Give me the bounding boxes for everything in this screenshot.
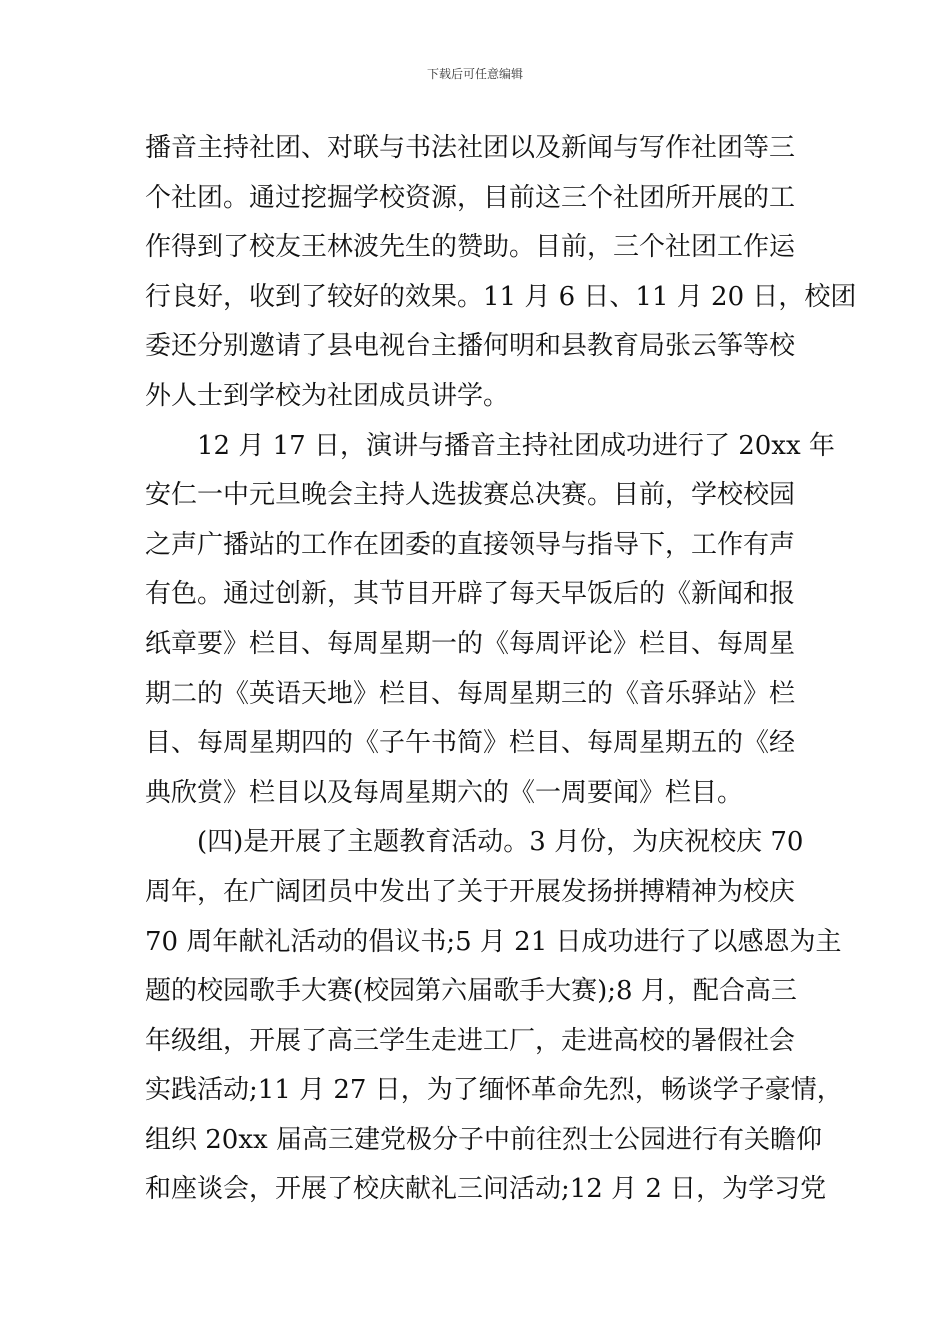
paragraph-start-line: (四)是开展了主题教育活动。3 月份，为庆祝校庆 70 bbox=[197, 827, 804, 858]
text-line: 题的校园歌手大赛(校园第六届歌手大赛);8 月，配合高三 bbox=[145, 976, 797, 1007]
text-line: 委还分别邀请了县电视台主播何明和县教育局张云筝等校 bbox=[145, 331, 796, 362]
text-line: 70 周年献礼活动的倡议书;5 月 21 日成功进行了以感恩为主 bbox=[145, 926, 842, 957]
text-line: 周年，在广阔团员中发出了关于开展发扬拼搏精神为校庆 bbox=[145, 876, 796, 907]
text-line: 年级组，开展了高三学生走进工厂，走进高校的暑假社会 bbox=[145, 1025, 796, 1056]
text-line: 期二的《英语天地》栏目、每周星期三的《音乐驿站》栏 bbox=[145, 678, 796, 709]
text-line: 实践活动;11 月 27 日，为了缅怀革命先烈，畅谈学子豪情， bbox=[145, 1075, 843, 1106]
text-line: 外人士到学校为社团成员讲学。 bbox=[145, 380, 510, 411]
text-line: 和座谈会，开展了校庆献礼三问活动;12 月 2 日，为学习党 bbox=[145, 1174, 827, 1205]
text-line: 作得到了校友王林波先生的赞助。目前，三个社团工作运 bbox=[145, 232, 796, 263]
text-line: 目、每周星期四的《子午书简》栏目、每周星期五的《经 bbox=[145, 728, 796, 759]
text-line: 有色。通过创新，其节目开辟了每天早饭后的《新闻和报 bbox=[145, 579, 796, 610]
text-line: 安仁一中元旦晚会主持人选拔赛总决赛。目前，学校校园 bbox=[145, 480, 796, 511]
text-line: 行良好，收到了较好的效果。11 月 6 日、11 月 20 日，校团 bbox=[145, 281, 857, 312]
text-line: 组织 20xx 届高三建党极分子中前往烈士公园进行有关瞻仰 bbox=[145, 1124, 822, 1155]
text-line: 典欣赏》栏目以及每周星期六的《一周要闻》栏目。 bbox=[145, 777, 744, 808]
text-line: 个社团。通过挖掘学校资源，目前这三个社团所开展的工 bbox=[145, 182, 796, 213]
text-line: 播音主持社团、对联与书法社团以及新闻与写作社团等三 bbox=[145, 133, 796, 163]
document-body bbox=[145, 124, 857, 1215]
text-line: 之声广播站的工作在团委的直接领导与指导下，工作有声 bbox=[145, 529, 796, 560]
page-header-note: 下载后可任意编辑 bbox=[426, 67, 523, 81]
text-line: 纸章要》栏目、每周星期一的《每周评论》栏目、每周星 bbox=[145, 628, 796, 659]
paragraph-start-line: 12 月 17 日，演讲与播音主持社团成功进行了 20xx 年 bbox=[197, 430, 835, 461]
